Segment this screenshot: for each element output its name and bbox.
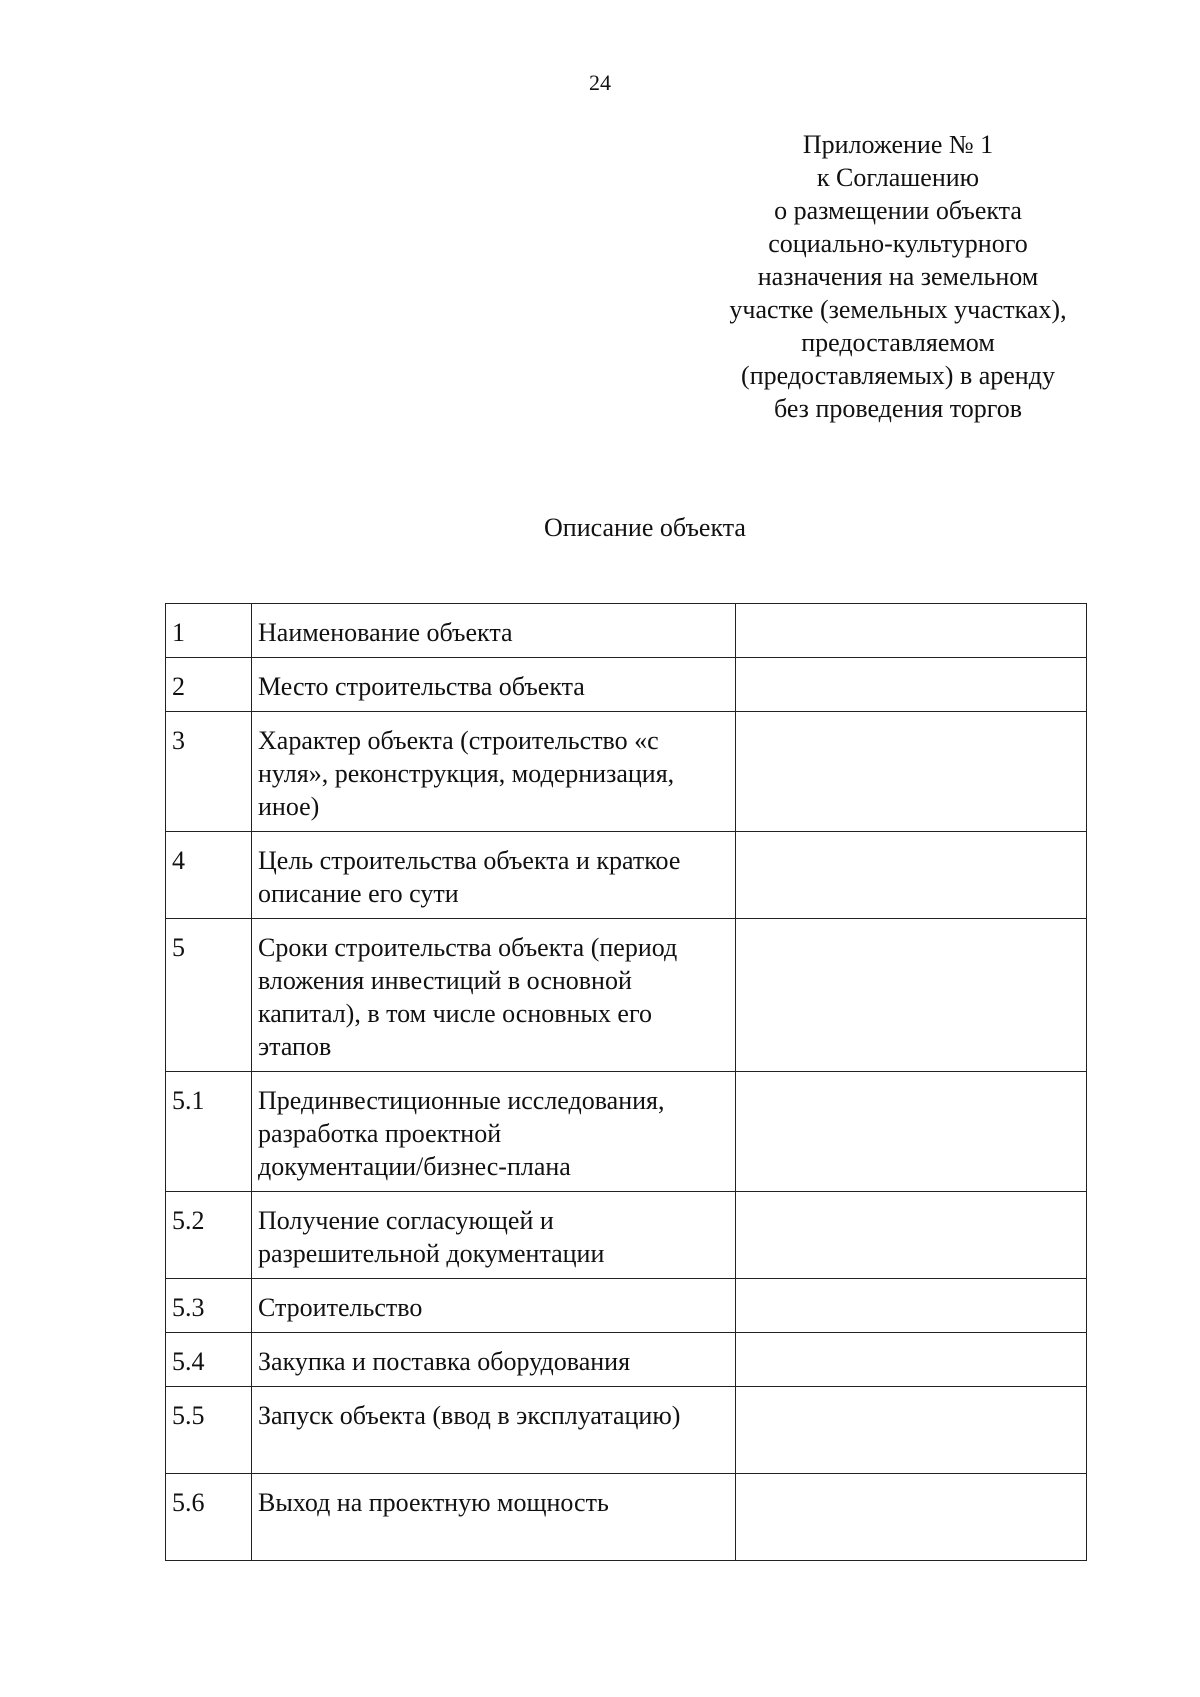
row-name-line: этапов — [258, 1032, 332, 1061]
annex-line: предоставляемом — [801, 328, 995, 357]
row-name-line: вложения инвестиций в основной — [258, 966, 632, 995]
row-number-cell — [166, 1387, 252, 1474]
row-name-cell — [252, 1192, 736, 1279]
table-row — [166, 1072, 1087, 1192]
row-name-line: Получение согласующей и — [258, 1206, 554, 1235]
row-value-cell — [736, 919, 1087, 1072]
table-row — [166, 1333, 1087, 1387]
row-name-cell — [252, 1387, 736, 1474]
row-value-cell — [736, 1474, 1087, 1561]
row-number: 3 — [172, 726, 185, 755]
annex-line: (предоставляемых) в аренду — [741, 361, 1055, 390]
row-number: 5.6 — [172, 1488, 205, 1517]
row-number-cell — [166, 1279, 252, 1333]
annex-line: Приложение № 1 — [802, 130, 994, 159]
row-number-cell — [166, 832, 252, 919]
row-name-cell — [252, 1279, 736, 1333]
annex-line: социально-культурного — [768, 229, 1028, 258]
row-value-cell — [736, 1279, 1087, 1333]
row-number-cell — [166, 1192, 252, 1279]
row-value-cell — [736, 1192, 1087, 1279]
row-name-cell — [252, 604, 736, 658]
row-name-line: Наименование объекта — [258, 618, 513, 647]
table-row — [166, 1192, 1087, 1279]
row-number-cell — [166, 1333, 252, 1387]
row-name-cell — [252, 1333, 736, 1387]
row-name-cell — [252, 712, 736, 832]
row-number: 4 — [172, 846, 185, 875]
row-number: 2 — [172, 672, 185, 701]
row-name-line: разрешительной документации — [258, 1239, 605, 1268]
row-name-line: Закупка и поставка оборудования — [258, 1347, 631, 1376]
annex-header — [712, 128, 1084, 425]
row-name-line: Характер объекта (строительство «с — [258, 726, 659, 755]
table-row — [166, 1474, 1087, 1561]
row-value-cell — [736, 1333, 1087, 1387]
row-number: 1 — [172, 618, 185, 647]
table-row — [166, 1387, 1087, 1474]
row-name-line: нуля», реконструкция, модернизация, — [258, 759, 675, 788]
row-number-cell — [166, 919, 252, 1072]
row-name-line: капитал), в том числе основных его — [258, 999, 652, 1028]
row-name-cell — [252, 832, 736, 919]
row-name-line: Прединвестиционные исследования, — [258, 1086, 665, 1115]
document-title: Описание объекта — [544, 513, 746, 542]
row-value-cell — [736, 658, 1087, 712]
row-number-cell — [166, 712, 252, 832]
row-number-cell — [166, 1072, 252, 1192]
row-number: 5.4 — [172, 1347, 205, 1376]
row-name-line: описание его сути — [258, 879, 459, 908]
row-name-line: иное) — [258, 792, 320, 821]
row-name-line: Запуск объекта (ввод в эксплуатацию) — [258, 1401, 681, 1430]
row-value-cell — [736, 712, 1087, 832]
row-number-cell — [166, 604, 252, 658]
row-name-line: документации/бизнес-плана — [258, 1152, 571, 1181]
annex-line: о размещении объекта — [774, 196, 1022, 225]
table-row — [166, 919, 1087, 1072]
annex-line: участке (земельных участках), — [729, 295, 1067, 324]
row-name-line: Выход на проектную мощность — [258, 1488, 609, 1517]
table-row — [166, 1279, 1087, 1333]
row-number: 5.1 — [172, 1086, 205, 1115]
row-value-cell — [736, 1072, 1087, 1192]
row-number-cell — [166, 1474, 252, 1561]
table-row — [166, 658, 1087, 712]
row-name-line: Цель строительства объекта и краткое — [258, 846, 681, 875]
row-number: 5 — [172, 933, 185, 962]
row-name-line: Сроки строительства объекта (период — [258, 933, 678, 962]
row-name-cell — [252, 658, 736, 712]
table-row — [166, 712, 1087, 832]
row-name-cell — [252, 1072, 736, 1192]
annex-line: назначения на земельном — [757, 262, 1039, 291]
row-name-cell — [252, 919, 736, 1072]
row-number: 5.3 — [172, 1293, 205, 1322]
row-name-cell — [252, 1474, 736, 1561]
row-number: 5.2 — [172, 1206, 205, 1235]
page-number: 24 — [589, 70, 611, 95]
table-row — [166, 604, 1087, 658]
object-description-table — [165, 603, 1087, 1561]
row-number: 5.5 — [172, 1401, 205, 1430]
row-number-cell — [166, 658, 252, 712]
annex-line: без проведения торгов — [773, 394, 1023, 423]
table-row — [166, 832, 1087, 919]
row-value-cell — [736, 832, 1087, 919]
row-name-line: Место строительства объекта — [258, 672, 585, 701]
row-value-cell — [736, 604, 1087, 658]
row-name-line: Строительство — [258, 1293, 423, 1322]
row-name-line: разработка проектной — [258, 1119, 502, 1148]
annex-line: к Соглашению — [816, 163, 980, 192]
row-value-cell — [736, 1387, 1087, 1474]
